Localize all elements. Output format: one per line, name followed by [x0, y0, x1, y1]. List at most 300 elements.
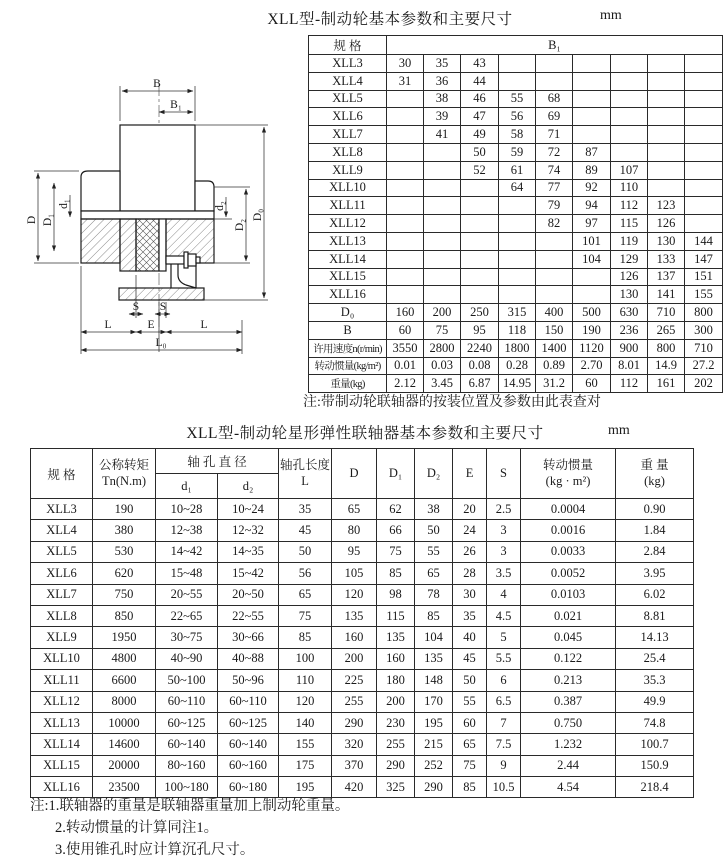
- column-header-b1: B₁: [387, 36, 723, 55]
- table-cell: 151: [685, 268, 723, 286]
- table-row: [309, 286, 723, 304]
- table-cell: [387, 161, 424, 179]
- table-cell: 135: [332, 605, 377, 626]
- table-cell: 500: [573, 304, 611, 322]
- table-cell: [573, 126, 611, 144]
- dim-label-d2: d₂: [214, 201, 226, 211]
- table-cell: 710: [685, 339, 723, 357]
- table-cell: [387, 143, 424, 161]
- table-cell: 900: [611, 339, 648, 357]
- table-cell: 8.01: [611, 357, 648, 375]
- table-cell: 45: [279, 520, 332, 541]
- table-cell: 236: [611, 321, 648, 339]
- table-cell: 87: [573, 143, 611, 161]
- table-cell: 41: [424, 126, 461, 144]
- table-cell: 55: [453, 691, 487, 712]
- row-label: XLL8: [31, 605, 93, 626]
- dim-label-S-left: S: [132, 301, 140, 313]
- row-label: XLL10: [309, 179, 387, 197]
- table-cell: [536, 232, 573, 250]
- table-cell: 50: [453, 670, 487, 691]
- table-cell: 850: [93, 605, 156, 626]
- column-header-S: S: [487, 449, 521, 499]
- table-cell: 0.08: [461, 357, 499, 375]
- row-label: XLL15: [309, 268, 387, 286]
- table-cell: [461, 250, 499, 268]
- table-cell: 0.122: [521, 648, 616, 669]
- table-cell: [424, 179, 461, 197]
- table-cell: [611, 108, 648, 126]
- table-cell: 110: [611, 179, 648, 197]
- table-cell: 380: [93, 520, 156, 541]
- table-cell: 7: [487, 712, 521, 733]
- table-row: [309, 197, 723, 215]
- table-cell: 6.02: [616, 584, 694, 605]
- table-cell: 60~160: [218, 755, 279, 776]
- table-cell: 79: [536, 197, 573, 215]
- table-cell: 38: [415, 499, 453, 520]
- table-cell: 14.13: [616, 627, 694, 648]
- table-cell: [648, 126, 685, 144]
- table-row: [309, 357, 723, 375]
- table-cell: [424, 286, 461, 304]
- table-cell: [424, 161, 461, 179]
- table-cell: 8000: [93, 691, 156, 712]
- table-cell: 20000: [93, 755, 156, 776]
- table-cell: 94: [573, 197, 611, 215]
- table-cell: [611, 72, 648, 90]
- table-cell: [685, 215, 723, 233]
- table-cell: [424, 143, 461, 161]
- table-cell: 0.0016: [521, 520, 616, 541]
- table-cell: 200: [332, 648, 377, 669]
- table-cell: 75: [377, 541, 415, 562]
- table-cell: 129: [611, 250, 648, 268]
- table-cell: 20~50: [218, 584, 279, 605]
- table-cell: 60: [573, 375, 611, 393]
- table-cell: [536, 55, 573, 73]
- table-cell: 3.5: [487, 563, 521, 584]
- table-cell: 147: [685, 250, 723, 268]
- table-row: [31, 670, 694, 691]
- table-cell: 38: [424, 90, 461, 108]
- row-label: XLL3: [31, 499, 93, 520]
- table-row: [31, 499, 694, 520]
- table-row: [31, 648, 694, 669]
- table-cell: 4.54: [521, 777, 616, 798]
- table-row: [31, 563, 694, 584]
- row-label: XLL7: [31, 584, 93, 605]
- table-cell: 1.232: [521, 734, 616, 755]
- table-cell: 320: [332, 734, 377, 755]
- table-cell: 130: [611, 286, 648, 304]
- table-cell: 100: [279, 648, 332, 669]
- table-cell: 35: [424, 55, 461, 73]
- table-row: [309, 215, 723, 233]
- table-cell: [499, 268, 536, 286]
- table-cell: 155: [685, 286, 723, 304]
- table-cell: 100.7: [616, 734, 694, 755]
- table-cell: 7.5: [487, 734, 521, 755]
- table-cell: 98: [377, 584, 415, 605]
- table-cell: 50: [415, 520, 453, 541]
- row-label: XLL5: [309, 90, 387, 108]
- table-cell: 66: [377, 520, 415, 541]
- table-cell: 2.84: [616, 541, 694, 562]
- table-cell: 255: [332, 691, 377, 712]
- table-cell: [648, 90, 685, 108]
- column-header-inertia: 转动惯量 (kg · m²): [521, 449, 616, 499]
- table-cell: 60~180: [218, 777, 279, 798]
- table-cell: [648, 161, 685, 179]
- table-cell: [648, 55, 685, 73]
- table-row: [309, 339, 723, 357]
- table-cell: 89: [573, 161, 611, 179]
- right-hub: [195, 181, 214, 211]
- row-label: XLL4: [309, 72, 387, 90]
- table-cell: 14600: [93, 734, 156, 755]
- table-row: [309, 143, 723, 161]
- table-cell: 5.5: [487, 648, 521, 669]
- unit-label-1: mm: [600, 8, 622, 23]
- table-cell: 137: [648, 268, 685, 286]
- table-cell: 30: [387, 55, 424, 73]
- table-cell: 31: [387, 72, 424, 90]
- table-cell: 75: [424, 321, 461, 339]
- table-cell: 160: [377, 648, 415, 669]
- table-row: [309, 179, 723, 197]
- table-cell: 14.9: [648, 357, 685, 375]
- row-label: XLL15: [31, 755, 93, 776]
- table-cell: 190: [573, 321, 611, 339]
- row-label: D₀: [309, 304, 387, 322]
- column-header-bore-diameter: 轴 孔 直 径: [156, 449, 279, 474]
- row-label: XLL11: [309, 197, 387, 215]
- table-cell: 59: [499, 143, 536, 161]
- table-cell: 0.213: [521, 670, 616, 691]
- table-cell: 105: [332, 563, 377, 584]
- table-cell: 170: [415, 691, 453, 712]
- table-cell: 2.70: [573, 357, 611, 375]
- table-row: [309, 304, 723, 322]
- table-row: [309, 232, 723, 250]
- table-cell: 1400: [536, 339, 573, 357]
- table-cell: 175: [279, 755, 332, 776]
- table-cell: 30~75: [156, 627, 218, 648]
- table-cell: 195: [415, 712, 453, 733]
- table-cell: 80~160: [156, 755, 218, 776]
- table-row: [31, 712, 694, 733]
- table-cell: 112: [611, 375, 648, 393]
- table-cell: [387, 250, 424, 268]
- dim-label-L-right: L: [200, 319, 208, 331]
- table-cell: 202: [685, 375, 723, 393]
- table-cell: 255: [377, 734, 415, 755]
- table-cell: [387, 232, 424, 250]
- table-row: [31, 691, 694, 712]
- dim-label-d1: d₁: [58, 199, 70, 209]
- table-cell: 141: [648, 286, 685, 304]
- table-cell: 252: [415, 755, 453, 776]
- table-cell: 530: [93, 541, 156, 562]
- table-cell: 0.750: [521, 712, 616, 733]
- table-cell: 3550: [387, 339, 424, 357]
- table-cell: 800: [685, 304, 723, 322]
- table-cell: [611, 126, 648, 144]
- note-line-2: 2.转动惯量的计算同注1。: [55, 820, 219, 836]
- table-header-row: [31, 449, 694, 474]
- table-cell: 0.01: [387, 357, 424, 375]
- row-label: XLL3: [309, 55, 387, 73]
- table1-note: 注:带制动轮联轴器的按装位置及参数由此表查对: [303, 395, 601, 410]
- table-cell: [573, 90, 611, 108]
- table-cell: 2.44: [521, 755, 616, 776]
- note-line-3: 3.使用锥孔时应计算沉孔尺寸。: [55, 842, 255, 858]
- row-label: XLL14: [309, 250, 387, 268]
- table-row: [31, 605, 694, 626]
- table-cell: 55: [499, 90, 536, 108]
- table-cell: [573, 55, 611, 73]
- table-cell: 40: [453, 627, 487, 648]
- table-cell: 2240: [461, 339, 499, 357]
- brake-wheel-table: [308, 35, 723, 393]
- row-label: XLL16: [31, 777, 93, 798]
- table-cell: 290: [377, 755, 415, 776]
- table-cell: 0.28: [499, 357, 536, 375]
- table-row: [31, 734, 694, 755]
- row-label: XLL5: [31, 541, 93, 562]
- row-label: XLL4: [31, 520, 93, 541]
- table-cell: [461, 286, 499, 304]
- row-label: XLL12: [309, 215, 387, 233]
- table-cell: 218.4: [616, 777, 694, 798]
- table-cell: 110: [279, 670, 332, 691]
- table-cell: [387, 179, 424, 197]
- column-header-D2: D₂: [415, 449, 453, 499]
- table-cell: 49.9: [616, 691, 694, 712]
- table-cell: 14.95: [499, 375, 536, 393]
- table-cell: 4800: [93, 648, 156, 669]
- table-cell: 6: [487, 670, 521, 691]
- table-cell: 0.387: [521, 691, 616, 712]
- table-cell: [499, 72, 536, 90]
- table-cell: 40~88: [218, 648, 279, 669]
- table-row: [309, 268, 723, 286]
- table-cell: 10~24: [218, 499, 279, 520]
- table-cell: 60: [453, 712, 487, 733]
- table-cell: [424, 232, 461, 250]
- table-cell: 64: [499, 179, 536, 197]
- table-cell: 250: [461, 304, 499, 322]
- table-cell: 200: [377, 691, 415, 712]
- table-cell: 30: [453, 584, 487, 605]
- table-cell: [573, 286, 611, 304]
- table-row: [309, 321, 723, 339]
- table-cell: 126: [611, 268, 648, 286]
- table-cell: 30~66: [218, 627, 279, 648]
- table-cell: [648, 179, 685, 197]
- table-cell: 3: [487, 541, 521, 562]
- dim-label-D2: D₂: [234, 218, 246, 232]
- table-cell: [499, 55, 536, 73]
- table-cell: 44: [461, 72, 499, 90]
- table-cell: [611, 55, 648, 73]
- table-cell: 60~140: [156, 734, 218, 755]
- table-cell: 77: [536, 179, 573, 197]
- table-cell: 10~28: [156, 499, 218, 520]
- column-header-D: D: [332, 449, 377, 499]
- row-label: XLL14: [31, 734, 93, 755]
- table-cell: [648, 108, 685, 126]
- table-cell: 80: [332, 520, 377, 541]
- dim-label-D0: D₀: [252, 208, 264, 222]
- column-header-weight: 重 量 (kg): [616, 449, 694, 499]
- table-cell: [685, 72, 723, 90]
- table-cell: 50: [461, 143, 499, 161]
- table-cell: 1800: [499, 339, 536, 357]
- table-cell: 104: [573, 250, 611, 268]
- table-cell: 97: [573, 215, 611, 233]
- table-cell: [573, 72, 611, 90]
- bottom-notes: [30, 795, 349, 861]
- table-cell: 56: [279, 563, 332, 584]
- table-cell: 710: [648, 304, 685, 322]
- coupling-table: [30, 448, 694, 798]
- table-cell: 119: [611, 232, 648, 250]
- table-cell: 43: [461, 55, 499, 73]
- row-label: 重量(kg): [309, 375, 387, 393]
- column-header-torque: 公称转矩 Tn(N.m): [93, 449, 156, 499]
- table-cell: 265: [648, 321, 685, 339]
- table-row: [31, 520, 694, 541]
- table-cell: [685, 90, 723, 108]
- table-cell: 60~140: [218, 734, 279, 755]
- dim-label-B1: B₁: [170, 99, 182, 111]
- coupling-section: [81, 125, 214, 300]
- column-header-D1: D₁: [377, 449, 415, 499]
- table-cell: 1.84: [616, 520, 694, 541]
- table-cell: 20: [453, 499, 487, 520]
- table-cell: 0.021: [521, 605, 616, 626]
- table-cell: 25.4: [616, 648, 694, 669]
- table-cell: [685, 197, 723, 215]
- table-cell: 0.045: [521, 627, 616, 648]
- table-cell: [611, 143, 648, 161]
- row-label: XLL13: [31, 712, 93, 733]
- table-cell: 215: [415, 734, 453, 755]
- dim-label-B: B: [153, 78, 161, 90]
- table-cell: 92: [573, 179, 611, 197]
- table-cell: [424, 250, 461, 268]
- table-cell: [685, 161, 723, 179]
- column-header-E: E: [453, 449, 487, 499]
- table-cell: 0.0103: [521, 584, 616, 605]
- table-cell: [499, 250, 536, 268]
- elastic-element: [136, 219, 159, 271]
- table-cell: 104: [415, 627, 453, 648]
- table-cell: 26: [453, 541, 487, 562]
- table-cell: 78: [415, 584, 453, 605]
- table-cell: 52: [461, 161, 499, 179]
- table-row: [309, 250, 723, 268]
- table-cell: 150.9: [616, 755, 694, 776]
- table-cell: 61: [499, 161, 536, 179]
- table-cell: 15~48: [156, 563, 218, 584]
- table-cell: 800: [648, 339, 685, 357]
- table-cell: 15~42: [218, 563, 279, 584]
- table-cell: 28: [453, 563, 487, 584]
- note-line-1: 注:1.联轴器的重量是联轴器重量加上制动轮重量。: [30, 798, 350, 814]
- table-cell: 65: [279, 584, 332, 605]
- table-cell: [461, 179, 499, 197]
- table-cell: 118: [499, 321, 536, 339]
- table-cell: 75: [453, 755, 487, 776]
- table-cell: 123: [648, 197, 685, 215]
- dim-label-L0: L₀: [155, 337, 167, 349]
- table-cell: 4: [487, 584, 521, 605]
- table-cell: 160: [387, 304, 424, 322]
- row-label: XLL9: [309, 161, 387, 179]
- table-cell: 85: [377, 563, 415, 584]
- table-cell: 100~180: [156, 777, 218, 798]
- table-cell: [573, 268, 611, 286]
- row-label: XLL8: [309, 143, 387, 161]
- row-label: XLL9: [31, 627, 93, 648]
- table-cell: 36: [424, 72, 461, 90]
- table-cell: 620: [93, 563, 156, 584]
- table-cell: 2.5: [487, 499, 521, 520]
- table-cell: [536, 268, 573, 286]
- table-cell: 148: [415, 670, 453, 691]
- table-cell: 630: [611, 304, 648, 322]
- table-cell: 161: [648, 375, 685, 393]
- table-row: [309, 90, 723, 108]
- column-header-d1: d₁: [156, 474, 218, 499]
- column-header-spec: 规 格: [31, 449, 93, 499]
- table-cell: 50: [279, 541, 332, 562]
- table-cell: 22~65: [156, 605, 218, 626]
- table-cell: 0.90: [616, 499, 694, 520]
- table-cell: 0.03: [424, 357, 461, 375]
- dim-label-D1: D₁: [42, 213, 54, 227]
- table-cell: [685, 179, 723, 197]
- table-cell: 35.3: [616, 670, 694, 691]
- table-cell: 135: [377, 627, 415, 648]
- table-cell: 120: [279, 691, 332, 712]
- table-cell: 27.2: [685, 357, 723, 375]
- table-cell: 290: [332, 712, 377, 733]
- table-cell: 325: [377, 777, 415, 798]
- table-cell: [499, 232, 536, 250]
- dim-label-E: E: [147, 319, 155, 331]
- table-cell: 10000: [93, 712, 156, 733]
- table-cell: 4.5: [487, 605, 521, 626]
- table-cell: 20~55: [156, 584, 218, 605]
- bore-band: [81, 211, 214, 219]
- table-cell: 6600: [93, 670, 156, 691]
- table-cell: 9: [487, 755, 521, 776]
- table-cell: 6.5: [487, 691, 521, 712]
- table-cell: 112: [611, 197, 648, 215]
- table-cell: [387, 268, 424, 286]
- dim-label-L-left: L: [104, 319, 112, 331]
- column-header-bore-length: 轴孔长度 L: [279, 449, 332, 499]
- table-row: [31, 755, 694, 776]
- dim-label-S-right: S: [159, 301, 167, 313]
- row-label: XLL13: [309, 232, 387, 250]
- table-cell: 0.0052: [521, 563, 616, 584]
- table-cell: 3: [487, 520, 521, 541]
